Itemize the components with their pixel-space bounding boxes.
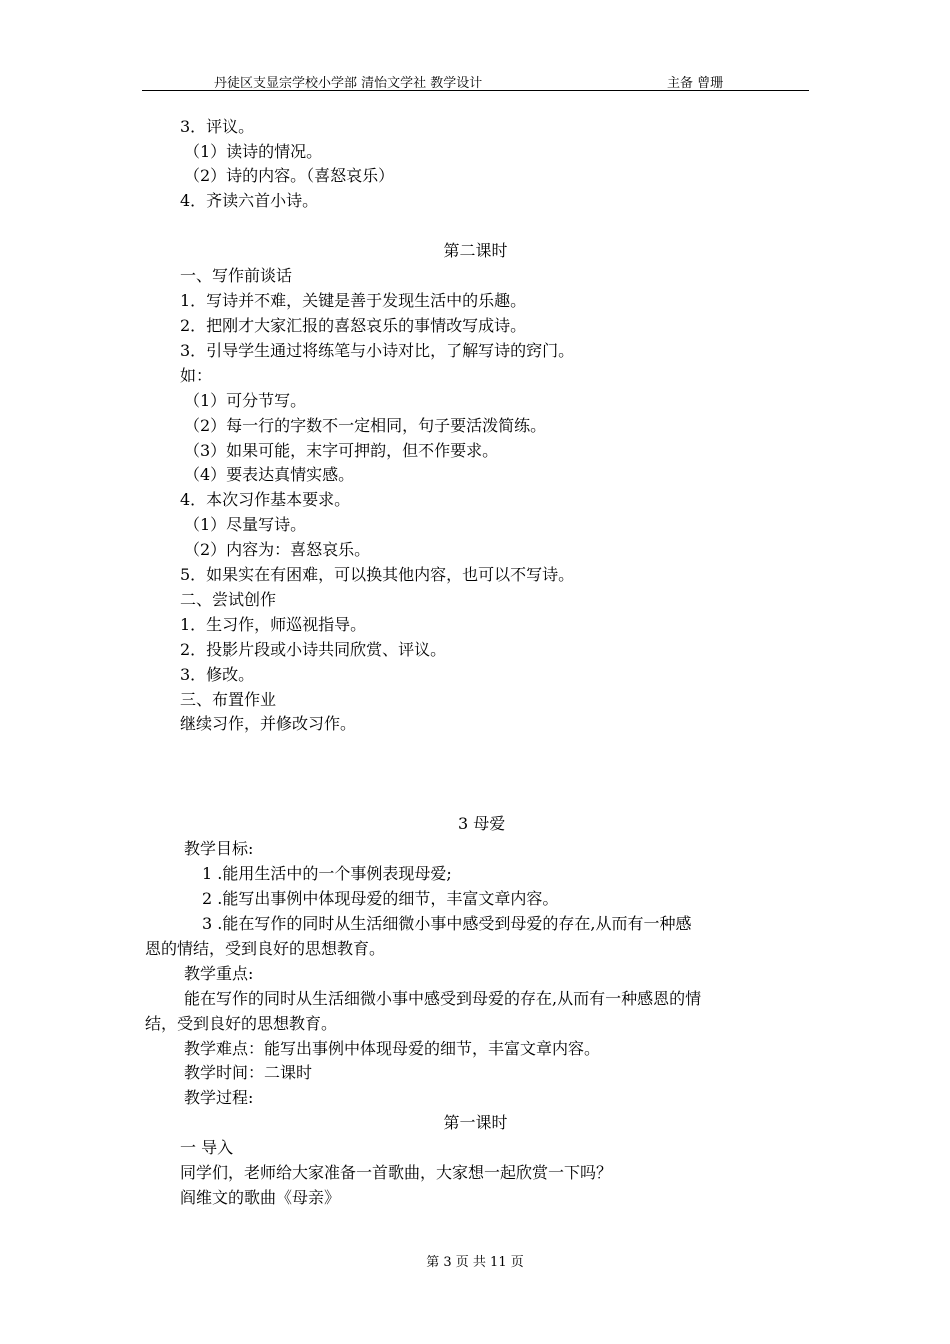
text-line: 教学时间：二课时 <box>184 1063 313 1082</box>
text-line: （1）可分节写。 <box>184 391 307 410</box>
text-line: 3．引导学生通过将练笔与小诗对比，了解写诗的窍门。 <box>180 341 575 360</box>
text-line: （1）尽量写诗。 <box>184 515 307 534</box>
text-line: 教学重点: <box>184 964 254 983</box>
text-line: 3 .能在写作的同时从生活细微小事中感受到母爱的存在,从而有一种感 <box>202 914 692 933</box>
text-line: 阎维文的歌曲《母亲》 <box>180 1188 341 1207</box>
text-line: 二、尝试创作 <box>180 590 277 609</box>
section-title: 第一课时 <box>443 1113 508 1132</box>
page-footer: 第 3 页 共 11 页 <box>426 1255 524 1270</box>
lesson-title: 3 母爱 <box>458 814 506 833</box>
text-line: （3）如果可能，末字可押韵，但不作要求。 <box>184 441 499 460</box>
text-line: 能在写作的同时从生活细微小事中感受到母爱的存在,从而有一种感恩的情 <box>184 989 702 1008</box>
header-school: 丹徒区支显宗学校小学部 清怡文学社 教学设计 <box>214 76 483 91</box>
section-title: 第二课时 <box>443 241 508 260</box>
text-line: 3．修改。 <box>180 665 255 684</box>
text-line: （2）内容为：喜怒哀乐。 <box>184 540 371 559</box>
text-line: 恩的情结，受到良好的思想教育。 <box>145 939 386 958</box>
text-line: 一、写作前谈话 <box>180 266 293 285</box>
page-header <box>142 70 809 91</box>
text-line: 4．齐读六首小诗。 <box>180 191 319 210</box>
text-line: 一 导入 <box>180 1138 234 1157</box>
text-line: 如： <box>180 366 213 385</box>
text-line: 三、布置作业 <box>180 690 277 709</box>
text-line: （1）读诗的情况。 <box>184 142 323 161</box>
text-line: 同学们，老师给大家准备一首歌曲，大家想一起欣赏一下吗？ <box>180 1163 613 1182</box>
text-line: （2）每一行的字数不一定相同，句子要活泼简练。 <box>184 416 547 435</box>
text-line: 3．评议。 <box>180 117 255 136</box>
text-line: 教学难点：能写出事例中体现母爱的细节，丰富文章内容。 <box>184 1039 601 1058</box>
header-author: 主备 曾珊 <box>667 76 724 91</box>
text-line: 教学过程: <box>184 1088 254 1107</box>
text-line: （2）诗的内容。（喜怒哀乐） <box>184 166 395 185</box>
text-line: 继续习作，并修改习作。 <box>180 714 357 733</box>
text-line: 结，受到良好的思想教育。 <box>145 1014 338 1033</box>
text-line: 1．生习作，师巡视指导。 <box>180 615 367 634</box>
text-line: 2．投影片段或小诗共同欣赏、评议。 <box>180 640 447 659</box>
text-line: 2．把刚才大家汇报的喜怒哀乐的事情改写成诗。 <box>180 316 527 335</box>
text-line: 2 .能写出事例中体现母爱的细节，丰富文章内容。 <box>202 889 559 908</box>
text-line: 1．写诗并不难，关键是善于发现生活中的乐趣。 <box>180 291 527 310</box>
text-line: （4）要表达真情实感。 <box>184 465 355 484</box>
text-line: 5．如果实在有困难，可以换其他内容，也可以不写诗。 <box>180 565 575 584</box>
text-line: 教学目标: <box>184 839 254 858</box>
text-line: 1 .能用生活中的一个事例表现母爱; <box>202 864 452 883</box>
text-line: 4．本次习作基本要求。 <box>180 490 351 509</box>
